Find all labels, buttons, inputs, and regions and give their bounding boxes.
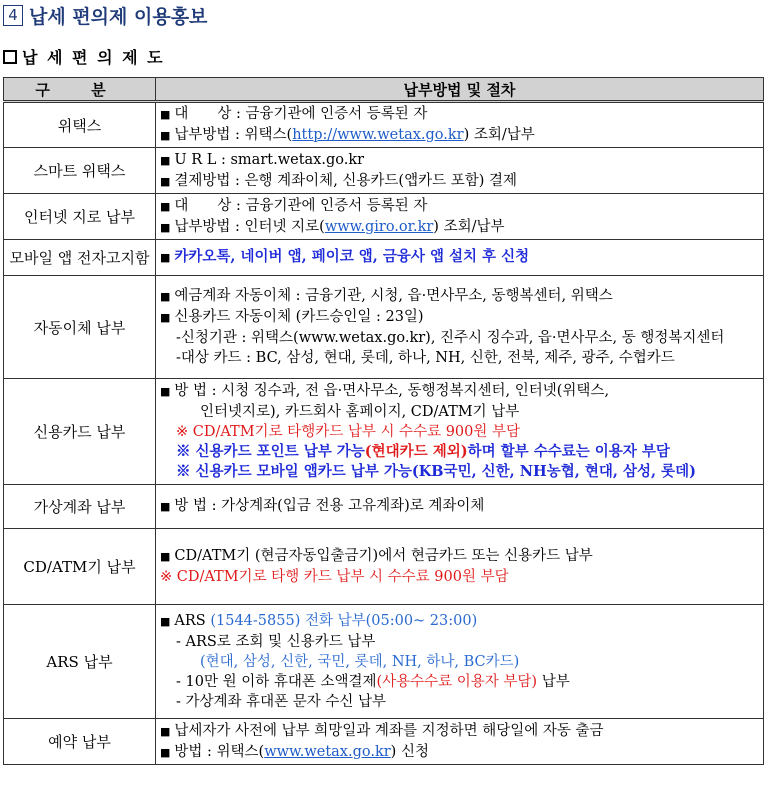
square-bullet-icon: ■ bbox=[160, 251, 171, 264]
row-category: 가상계좌 납부 bbox=[4, 485, 156, 529]
text-segment: 하며 할부 수수료는 이용자 부담 bbox=[467, 443, 670, 460]
square-bullet-icon: ■ bbox=[160, 153, 171, 167]
row-category: 신용카드 납부 bbox=[4, 379, 156, 485]
square-bullet-icon: ■ bbox=[160, 724, 171, 738]
row-category: 인터넷 지로 납부 bbox=[4, 194, 156, 240]
payment-methods-table bbox=[3, 77, 764, 765]
text-segment: 방법 : 위택스( bbox=[174, 743, 265, 760]
method-line bbox=[160, 150, 759, 171]
row-method bbox=[156, 605, 764, 719]
method-line bbox=[160, 692, 759, 712]
row-category: ARS 납부 bbox=[4, 605, 156, 719]
text-segment: -신청기관 : 위택스(www.wetax.go.kr), 진주시 징수과, 읍·면사무소, 동 행정복지센터 bbox=[176, 330, 725, 346]
row-method bbox=[156, 148, 764, 194]
text-segment: ) 조회/납부 bbox=[433, 218, 505, 235]
method-line bbox=[160, 104, 759, 125]
row-method bbox=[156, 379, 764, 485]
square-bullet-icon: ■ bbox=[160, 199, 171, 213]
method-line bbox=[160, 742, 759, 763]
table-row bbox=[4, 485, 764, 529]
subtitle bbox=[3, 45, 165, 68]
text-segment: ARS bbox=[174, 613, 211, 629]
square-bullet-icon: ■ bbox=[160, 311, 171, 324]
url-link[interactable]: www.giro.or.kr bbox=[324, 218, 434, 235]
method-line bbox=[160, 652, 759, 672]
subtitle-text: 납 세 편 의 제 도 bbox=[22, 48, 165, 67]
method-line bbox=[160, 307, 759, 328]
method-line bbox=[160, 611, 759, 632]
table-row bbox=[4, 379, 764, 485]
text-segment: ※ 신용카드 포인트 납부 가능 bbox=[176, 443, 365, 460]
table-row bbox=[4, 529, 764, 605]
text-segment: U R L : smart.wetax.go.kr bbox=[174, 151, 365, 168]
method-line bbox=[160, 328, 759, 348]
method-line bbox=[160, 196, 759, 217]
text-segment: ) 조회/납부 bbox=[463, 127, 535, 143]
text-segment: 납세자가 사전에 납부 희망일과 계좌를 지정하면 해당일에 자동 출금 bbox=[174, 722, 604, 739]
text-segment: 방 법 : 시청 징수과, 전 읍·면사무소, 동행정복지센터, 인터넷(위택스, bbox=[174, 383, 610, 399]
table-row bbox=[4, 605, 764, 719]
square-bullet-icon: ■ bbox=[160, 550, 171, 563]
square-bullet-icon: ■ bbox=[160, 615, 171, 628]
row-category: CD/ATM기 납부 bbox=[4, 529, 156, 605]
header-method: 납부방법 및 절차 bbox=[156, 78, 764, 102]
text-segment: -대상 카드 : BC, 삼성, 현대, 롯데, 하나, NH, 신한, 전북, 제주, 광주, 수협카드 bbox=[176, 350, 675, 366]
text-segment: (1544-5855) 전화 납부(05:00~ 23:00) bbox=[210, 613, 478, 629]
text-segment: (현대, 삼성, 신한, 국민, 롯데, NH, 하나, BC카드) bbox=[200, 654, 520, 670]
method-line bbox=[160, 171, 759, 192]
table-row bbox=[4, 276, 764, 379]
text-segment: 인터넷지로), 카드회사 홈페이지, CD/ATM기 납부 bbox=[200, 404, 520, 420]
text-segment: 예금계좌 자동이체 : 금융기관, 시청, 읍·면사무소, 동행복센터, 위택스 bbox=[174, 288, 613, 304]
url-link[interactable]: http://www.wetax.go.kr bbox=[292, 127, 464, 143]
method-line bbox=[160, 381, 759, 402]
text-segment: 납부방법 : 위택스( bbox=[174, 127, 293, 143]
section-title-text: 납세 편의제 이용홍보 bbox=[29, 5, 208, 28]
method-line bbox=[160, 462, 759, 482]
square-bullet-icon bbox=[3, 50, 17, 64]
text-segment: - ARS로 조회 및 신용카드 납부 bbox=[176, 634, 376, 650]
text-segment: - 10만 원 이하 휴대폰 소액결제 bbox=[176, 674, 377, 690]
table-row bbox=[4, 102, 764, 148]
square-bullet-icon: ■ bbox=[160, 745, 171, 759]
text-segment: ※ CD/ATM기로 타행카드 납부 시 수수료 900원 부담 bbox=[176, 424, 520, 440]
square-bullet-icon: ■ bbox=[160, 500, 171, 513]
row-category: 스마트 위택스 bbox=[4, 148, 156, 194]
row-category: 모바일 앱 전자고지함 bbox=[4, 240, 156, 276]
row-method bbox=[156, 194, 764, 240]
row-method bbox=[156, 276, 764, 379]
square-bullet-icon: ■ bbox=[160, 174, 171, 188]
text-segment: ) 신청 bbox=[390, 743, 429, 760]
text-segment: 신용카드 자동이체 (카드승인일 : 23일) bbox=[174, 309, 424, 325]
text-segment: 대 상 : 금융기관에 인증서 등록된 자 bbox=[174, 106, 428, 122]
table-row bbox=[4, 194, 764, 240]
method-line bbox=[160, 632, 759, 652]
method-line bbox=[160, 442, 759, 462]
square-bullet-icon: ■ bbox=[160, 129, 171, 142]
text-segment: 납부방법 : 인터넷 지로( bbox=[174, 218, 325, 235]
section-number: 4 bbox=[3, 5, 23, 26]
row-category: 위택스 bbox=[4, 102, 156, 148]
row-method bbox=[156, 240, 764, 276]
text-segment: 대 상 : 금융기관에 인증서 등록된 자 bbox=[174, 197, 428, 214]
method-line bbox=[160, 217, 759, 238]
method-line bbox=[160, 496, 759, 517]
url-link[interactable]: www.wetax.go.kr bbox=[264, 743, 391, 760]
text-segment: 카카오톡, 네이버 앱, 페이코 앱, 금융사 앱 설치 후 신청 bbox=[174, 248, 530, 265]
method-line bbox=[160, 125, 759, 146]
method-line bbox=[160, 348, 759, 368]
header-category: 구 분 bbox=[4, 78, 156, 102]
row-category: 자동이체 납부 bbox=[4, 276, 156, 379]
method-line bbox=[160, 567, 759, 587]
text-segment: (현대카드 제외) bbox=[364, 443, 468, 460]
text-segment: 납부 bbox=[537, 674, 570, 690]
method-line bbox=[160, 422, 759, 442]
row-method bbox=[156, 102, 764, 148]
method-line bbox=[160, 402, 759, 422]
method-line bbox=[160, 286, 759, 307]
text-segment: (사용수수료 이용자 부담) bbox=[376, 674, 538, 690]
square-bullet-icon: ■ bbox=[160, 385, 171, 398]
square-bullet-icon: ■ bbox=[160, 220, 171, 234]
row-method bbox=[156, 529, 764, 605]
text-segment: CD/ATM기 (현금자동입출금기)에서 현금카드 또는 신용카드 납부 bbox=[174, 548, 593, 564]
square-bullet-icon: ■ bbox=[160, 290, 171, 303]
table-row bbox=[4, 148, 764, 194]
table-row bbox=[4, 719, 764, 765]
text-segment: 방 법 : 가상계좌(입금 전용 고유계좌)로 계좌이체 bbox=[174, 498, 485, 514]
section-title bbox=[3, 3, 207, 27]
method-line bbox=[160, 247, 759, 268]
row-category: 예약 납부 bbox=[4, 719, 156, 765]
row-method bbox=[156, 485, 764, 529]
method-line bbox=[160, 721, 759, 742]
method-line bbox=[160, 546, 759, 567]
row-method bbox=[156, 719, 764, 765]
text-segment: ※ CD/ATM기로 타행 카드 납부 시 수수료 900원 부담 bbox=[160, 569, 509, 585]
table-row bbox=[4, 240, 764, 276]
method-line bbox=[160, 672, 759, 692]
text-segment: ※ 신용카드 모바일 앱카드 납부 가능(KB국민, 신한, NH농협, 현대, 삼성, 롯데) bbox=[176, 463, 696, 480]
text-segment: 결제방법 : 은행 계좌이체, 신용카드(앱카드 포함) 결제 bbox=[174, 172, 518, 189]
square-bullet-icon: ■ bbox=[160, 108, 171, 121]
text-segment: - 가상계좌 휴대폰 문자 수신 납부 bbox=[176, 694, 387, 710]
